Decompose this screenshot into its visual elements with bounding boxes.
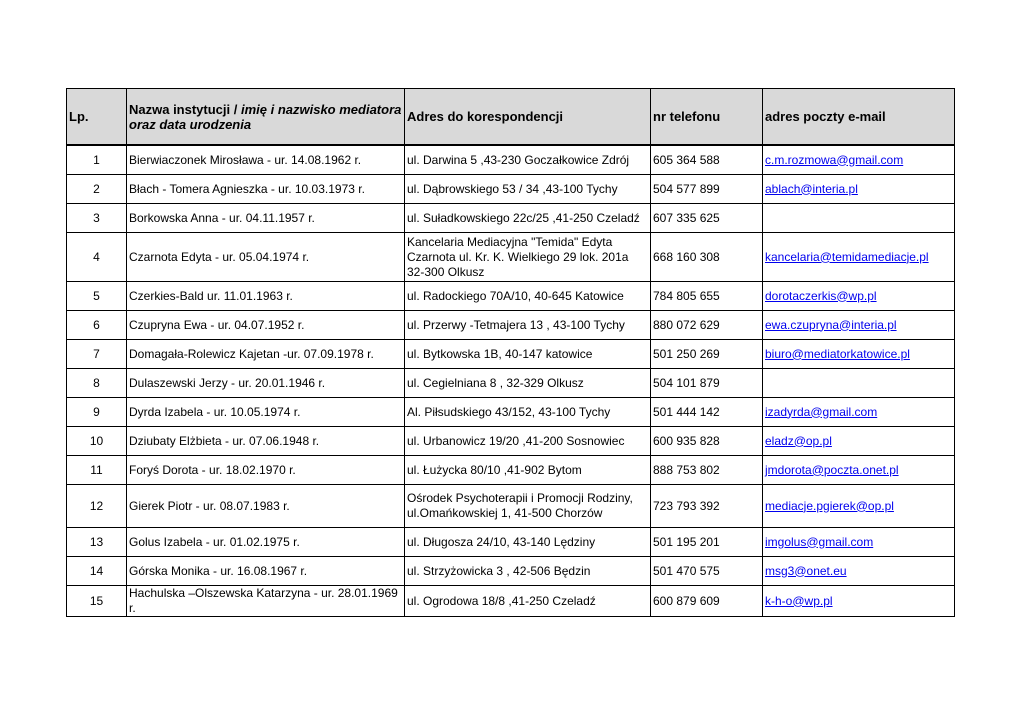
table-row (67, 456, 955, 485)
row-phone: 600 879 609 (651, 586, 763, 617)
table-row (67, 340, 955, 369)
row-email-link[interactable]: ewa.czupryna@interia.pl (763, 311, 955, 340)
row-address: Al. Piłsudskiego 43/152, 43-100 Tychy (405, 398, 651, 427)
row-phone: 880 072 629 (651, 311, 763, 340)
row-lp: 7 (67, 340, 127, 369)
row-lp: 9 (67, 398, 127, 427)
row-address: ul. Radockiego 70A/10, 40-645 Katowice (405, 282, 651, 311)
row-phone: 888 753 802 (651, 456, 763, 485)
table-row (67, 369, 955, 398)
row-address: ul. Suładkowskiego 22c/25 ,41-250 Czeladź (405, 204, 651, 233)
header-name-italic: imię i nazwisko mediatora oraz data urodzenia (129, 101, 402, 132)
row-email-link[interactable]: eladz@op.pl (763, 427, 955, 456)
row-address: ul. Cegielniana 8 , 32-329 Olkusz (405, 369, 651, 398)
row-lp: 12 (67, 485, 127, 528)
row-email-link[interactable]: izadyrda@gmail.com (763, 398, 955, 427)
mediators-table (66, 88, 955, 617)
row-phone: 504 101 879 (651, 369, 763, 398)
row-address: ul. Darwina 5 ,43-230 Goczałkowice Zdrój (405, 145, 651, 175)
row-email-link[interactable]: c.m.rozmowa@gmail.com (763, 145, 955, 175)
header-email: adres poczty e-mail (763, 89, 955, 146)
row-email-link[interactable]: msg3@onet.eu (763, 557, 955, 586)
row-lp: 15 (67, 586, 127, 617)
header-row (67, 89, 955, 146)
row-address: Ośrodek Psychoterapii i Promocji Rodziny, ul.Omańkowskiej 1, 41-500 Chorzów (405, 485, 651, 528)
row-name: Golus Izabela - ur. 01.02.1975 r. (127, 528, 405, 557)
row-lp: 3 (67, 204, 127, 233)
row-name: Gierek Piotr - ur. 08.07.1983 r. (127, 485, 405, 528)
table-row (67, 282, 955, 311)
row-lp: 1 (67, 145, 127, 175)
row-phone: 501 470 575 (651, 557, 763, 586)
row-lp: 2 (67, 175, 127, 204)
row-email-link[interactable]: mediacje.pgierek@op.pl (763, 485, 955, 528)
table-row (67, 485, 955, 528)
row-name: Czerkies-Bald ur. 11.01.1963 r. (127, 282, 405, 311)
row-name: Czarnota Edyta - ur. 05.04.1974 r. (127, 233, 405, 282)
row-email-empty (763, 369, 955, 398)
row-phone: 504 577 899 (651, 175, 763, 204)
row-phone: 501 195 201 (651, 528, 763, 557)
row-email-link[interactable]: ablach@interia.pl (763, 175, 955, 204)
row-address: ul. Długosza 24/10, 43-140 Lędziny (405, 528, 651, 557)
row-lp: 14 (67, 557, 127, 586)
header-name (127, 89, 405, 146)
row-email-link[interactable]: k-h-o@wp.pl (763, 586, 955, 617)
table-row (67, 557, 955, 586)
row-name: Dziubaty Elżbieta - ur. 07.06.1948 r. (127, 427, 405, 456)
row-address: ul. Przerwy -Tetmajera 13 , 43-100 Tychy (405, 311, 651, 340)
row-name: Hachulska –Olszewska Katarzyna - ur. 28.01.1969 r. (127, 586, 405, 617)
row-address: ul. Urbanowicz 19/20 ,41-200 Sosnowiec (405, 427, 651, 456)
table-row (67, 145, 955, 175)
row-phone: 607 335 625 (651, 204, 763, 233)
row-name: Bierwiaczonek Mirosława - ur. 14.08.1962 r. (127, 145, 405, 175)
row-email-link[interactable]: dorotaczerkis@wp.pl (763, 282, 955, 311)
row-email-link[interactable]: imgolus@gmail.com (763, 528, 955, 557)
row-lp: 11 (67, 456, 127, 485)
row-lp: 5 (67, 282, 127, 311)
header-address: Adres do korespondencji (405, 89, 651, 146)
row-address: ul. Strzyżowicka 3 , 42-506 Będzin (405, 557, 651, 586)
row-email-link[interactable]: jmdorota@poczta.onet.pl (763, 456, 955, 485)
header-name-plain: Nazwa instytucji / (129, 101, 241, 117)
row-email-link[interactable]: kancelaria@temidamediacje.pl (763, 233, 955, 282)
row-name: Domagała-Rolewicz Kajetan -ur. 07.09.1978 r. (127, 340, 405, 369)
row-phone: 605 364 588 (651, 145, 763, 175)
row-address: ul. Bytkowska 1B, 40-147 katowice (405, 340, 651, 369)
table-row (67, 175, 955, 204)
row-email-empty (763, 204, 955, 233)
row-phone: 784 805 655 (651, 282, 763, 311)
row-name: Dyrda Izabela - ur. 10.05.1974 r. (127, 398, 405, 427)
table-row (67, 528, 955, 557)
row-lp: 4 (67, 233, 127, 282)
row-name: Błach - Tomera Agnieszka - ur. 10.03.1973 r. (127, 175, 405, 204)
table-row (67, 398, 955, 427)
row-address: Kancelaria Mediacyjna "Temida" Edyta Czarnota ul. Kr. K. Wielkiego 29 lok. 201a 32-300 Olkusz (405, 233, 651, 282)
row-name: Czupryna Ewa - ur. 04.07.1952 r. (127, 311, 405, 340)
table-row (67, 586, 955, 617)
row-phone: 668 160 308 (651, 233, 763, 282)
table-row (67, 233, 955, 282)
row-phone: 600 935 828 (651, 427, 763, 456)
row-phone: 723 793 392 (651, 485, 763, 528)
table-row (67, 311, 955, 340)
row-lp: 10 (67, 427, 127, 456)
row-address: ul. Łużycka 80/10 ,41-902 Bytom (405, 456, 651, 485)
header-phone: nr telefonu (651, 89, 763, 146)
table-row (67, 204, 955, 233)
row-name: Górska Monika - ur. 16.08.1967 r. (127, 557, 405, 586)
row-lp: 8 (67, 369, 127, 398)
row-name: Dulaszewski Jerzy - ur. 20.01.1946 r. (127, 369, 405, 398)
row-lp: 13 (67, 528, 127, 557)
row-lp: 6 (67, 311, 127, 340)
row-name: Borkowska Anna - ur. 04.11.1957 r. (127, 204, 405, 233)
row-email-link[interactable]: biuro@mediatorkatowice.pl (763, 340, 955, 369)
row-address: ul. Dąbrowskiego 53 / 34 ,43-100 Tychy (405, 175, 651, 204)
row-phone: 501 250 269 (651, 340, 763, 369)
table-row (67, 427, 955, 456)
row-phone: 501 444 142 (651, 398, 763, 427)
row-address: ul. Ogrodowa 18/8 ,41-250 Czeladź (405, 586, 651, 617)
header-lp: Lp. (67, 89, 127, 146)
row-name: Foryś Dorota - ur. 18.02.1970 r. (127, 456, 405, 485)
